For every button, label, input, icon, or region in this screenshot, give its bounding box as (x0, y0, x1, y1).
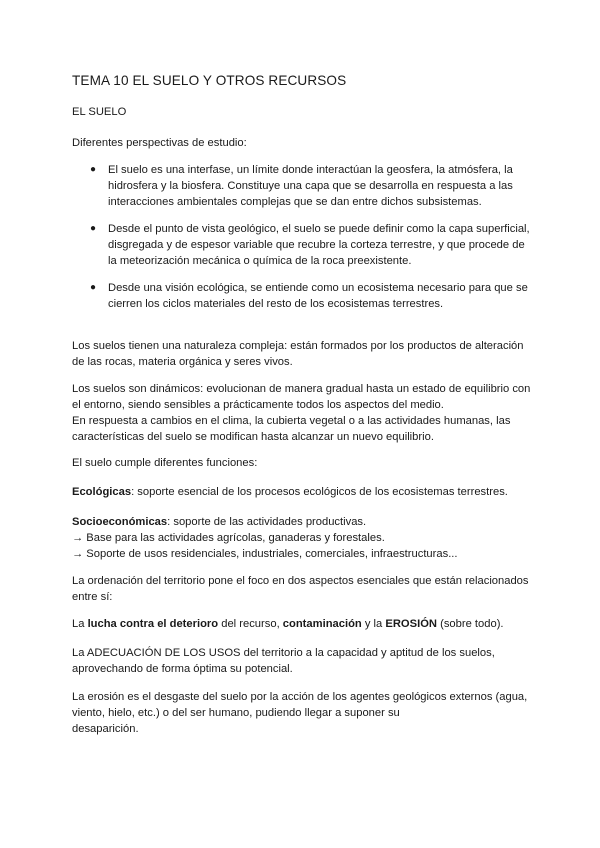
fight-bold-contamination: contaminación (282, 618, 362, 630)
fight-mid1: del recurso, (218, 618, 283, 630)
bullet-dot-icon: ● (90, 223, 97, 234)
text-line: de las rocas, materia orgánica y seres vivos. (72, 356, 293, 368)
text-line: Los suelos son dinámicos: evolucionan de manera gradual hasta un estado de equilibrio con (72, 383, 531, 395)
socioeconomic-item: → Soporte de usos residenciales, industriales, comerciales, infraestructuras... (72, 548, 458, 560)
fight-bold-deterioration: lucha contra el deterioro (87, 618, 219, 630)
text-line: cierren los ciclos materiales del resto de los ecosistemas terrestres. (108, 298, 444, 310)
fight-mid2: y la (361, 618, 386, 630)
socioeconomic-text: : soporte de las actividades productivas. (167, 516, 367, 528)
dynamic-paragraph (72, 381, 532, 445)
text-line: interacciones ambientales complejas que se dan entre dichos subsistemas. (108, 196, 482, 208)
ecological-text: : soporte esencial de los procesos ecológicos de los ecosistemas terrestres. (131, 486, 508, 498)
section-heading: EL SUELO (72, 106, 127, 118)
fight-post: (sobre todo). (437, 618, 504, 630)
fight-bold-erosion: EROSIÓN (385, 618, 437, 630)
bullet-text (108, 280, 532, 312)
page-title: TEMA 10 EL SUELO Y OTROS RECURSOS (72, 73, 347, 88)
bullet-dot-icon: ● (90, 164, 97, 175)
text-line: La ordenación del territorio pone el foco en dos aspectos esenciales que están relacionados (72, 575, 529, 587)
fight-paragraph (72, 616, 532, 632)
perspectives-intro: Diferentes perspectivas de estudio: (72, 137, 247, 149)
bullet-text (108, 162, 532, 210)
bullet-dot-icon: ● (90, 282, 97, 293)
text-line: disgregada y de espesor variable que recubre la corteza terrestre, y que procede de (108, 239, 525, 251)
text-line: Desde una visión ecológica, se entiende como un ecosistema necesario para que se (108, 282, 528, 294)
text-line: Desde el punto de vista geológico, el suelo se puede definir como la capa superficial, (108, 223, 530, 235)
text-line: desaparición. (72, 723, 139, 735)
text-line: El suelo es una interfase, un límite donde interactúan la geosfera, la atmósfera, la (108, 164, 513, 176)
text-line: Los suelos tienen una naturaleza compleja: están formados por los productos de alteración (72, 340, 524, 352)
text-line: entre sí: (72, 591, 113, 603)
ecological-function (72, 484, 532, 500)
text-line: hidrosfera y la biosfera. Constituye una capa que se desarrolla en respuesta a las (108, 180, 513, 192)
complex-nature-paragraph (72, 338, 532, 370)
socioeconomic-item: → Base para las actividades agrícolas, ganaderas y forestales. (72, 532, 385, 544)
socioeconomic-function (72, 514, 532, 562)
functions-intro: El suelo cumple diferentes funciones: (72, 457, 258, 469)
erosion-paragraph (72, 689, 532, 737)
text-line: En respuesta a cambios en el clima, la cubierta vegetal o a las actividades humanas, las (72, 415, 511, 427)
text-line (72, 514, 532, 530)
bullet-text (108, 221, 532, 269)
text-line: aprovechando de forma óptima su potencial. (72, 663, 293, 675)
text-line: el entorno, siendo sensibles a prácticamente todos los aspectos del medio. (72, 399, 444, 411)
fight-pre: La (72, 618, 88, 630)
text-line: la meteorización mecánica o química de la roca preexistente. (108, 255, 412, 267)
ecological-label: Ecológicas (72, 486, 132, 498)
territory-paragraph (72, 573, 532, 605)
text-line: viento, hielo, etc.) o del ser humano, pudiendo llegar a suponer su (72, 707, 400, 719)
text-line: La ADECUACIÓN DE LOS USOS del territorio a la capacidad y aptitud de los suelos, (72, 647, 495, 659)
text-line: La erosión es el desgaste del suelo por la acción de los agentes geológicos externos (agua, (72, 691, 528, 703)
adequacy-paragraph (72, 645, 532, 677)
socioeconomic-label: Socioeconómicas (72, 516, 168, 528)
text-line: características del suelo se modifican hasta alcanzar un nuevo equilibrio. (72, 431, 434, 443)
text-line (72, 616, 532, 632)
